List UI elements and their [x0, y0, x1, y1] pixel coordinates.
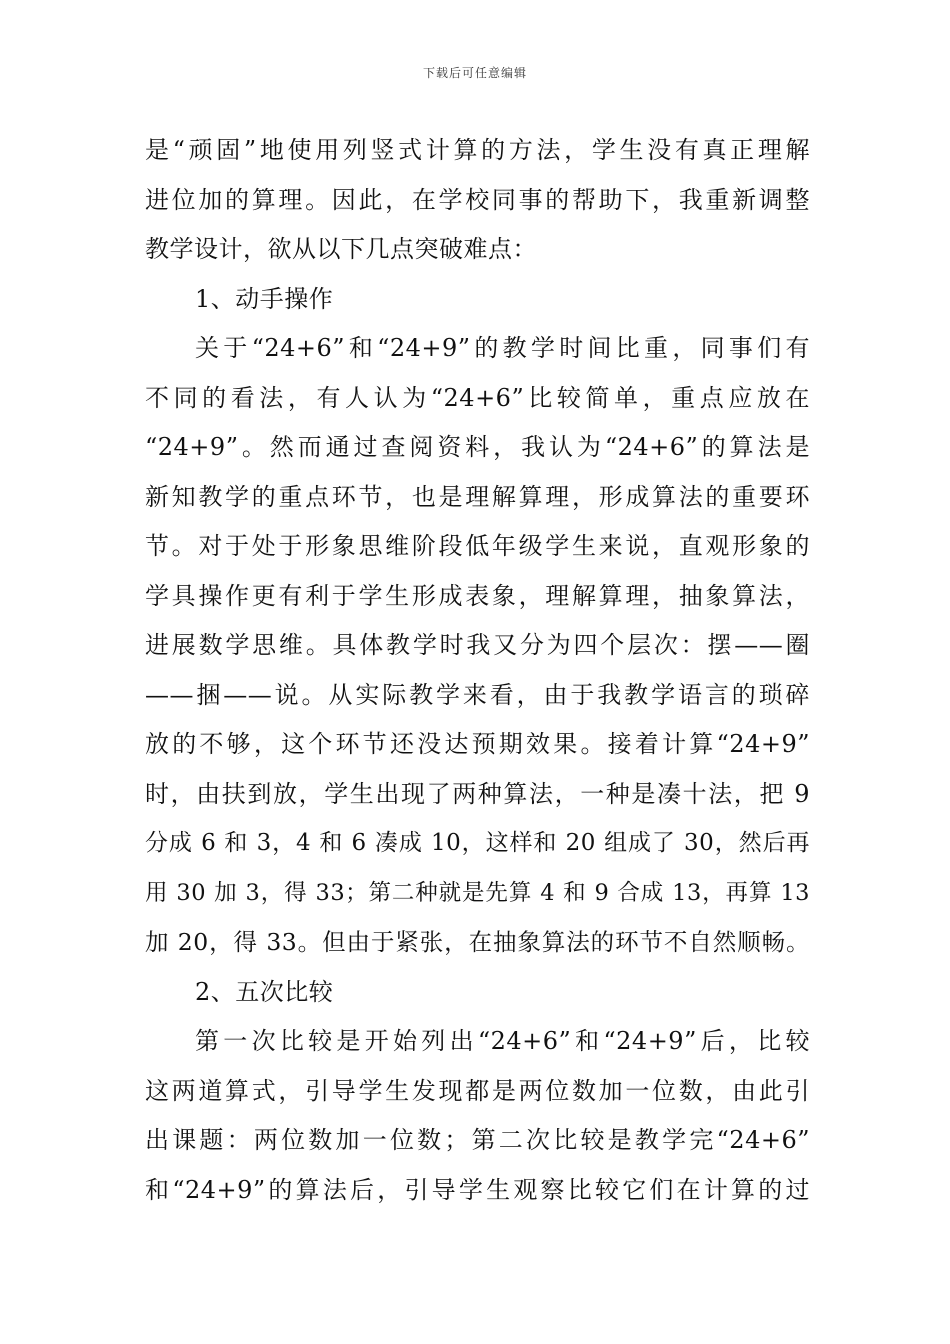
page-header: 下载后可任意编辑	[422, 66, 527, 80]
text-line: 时，由扶到放，学生出现了两种算法，一种是凑十法，把 9	[145, 779, 810, 808]
text-line: 是“顽固”地使用列竖式计算的方法，学生没有真正理解	[145, 136, 810, 164]
text-line: 和“24+9”的算法后，引导学生观察比较它们在计算的过	[145, 1175, 810, 1204]
text-line: 放的不够，这个环节还没达预期效果。接着计算“24+9”	[145, 730, 810, 758]
section-heading: 1、动手操作	[195, 284, 334, 313]
text-line: 教学设计，欲从以下几点突破难点：	[145, 235, 537, 263]
text-line: 用 30 加 3，得 33；第二种就是先算 4 和 9 合成 13，再算 13	[145, 879, 810, 906]
text-line: 分成 6 和 3，4 和 6 凑成 10，这样和 20 组成了 30，然后再	[145, 830, 810, 856]
document-body	[145, 126, 810, 1215]
text-line: 新知教学的重点环节，也是理解算理，形成算法的重要环	[145, 482, 810, 511]
text-line: 出课题：两位数加一位数；第二次比较是教学完“24+6”	[145, 1126, 810, 1154]
text-line: 不同的看法，有人认为“24+6”比较简单，重点应放在	[145, 383, 810, 412]
text-line: “24+9”。然而通过查阅资料，我认为“24+6”的算法是	[145, 433, 810, 461]
text-line: 关于“24+6”和“24+9”的教学时间比重，同事们有	[195, 334, 810, 362]
text-line: 加 20，得 33。但由于紧张，在抽象算法的环节不自然顺畅。	[145, 928, 810, 956]
text-line: 学具操作更有利于学生形成表象，理解算理，抽象算法，	[145, 581, 810, 610]
text-line: 进展数学思维。具体教学时我又分为四个层次：摆——圈	[145, 631, 810, 659]
text-line: 这两道算式，引导学生发现都是两位数加一位数，由此引	[145, 1076, 810, 1105]
text-line: 节。对于处于形象思维阶段低年级学生来说，直观形象的	[145, 532, 810, 560]
text-line: 第一次比较是开始列出“24+6”和“24+9”后，比较	[195, 1027, 810, 1055]
text-line: ——捆——说。从实际教学来看，由于我教学语言的琐碎	[145, 680, 810, 709]
text-line: 进位加的算理。因此，在学校同事的帮助下，我重新调整	[145, 185, 810, 214]
section-heading: 2、五次比较	[195, 977, 334, 1006]
